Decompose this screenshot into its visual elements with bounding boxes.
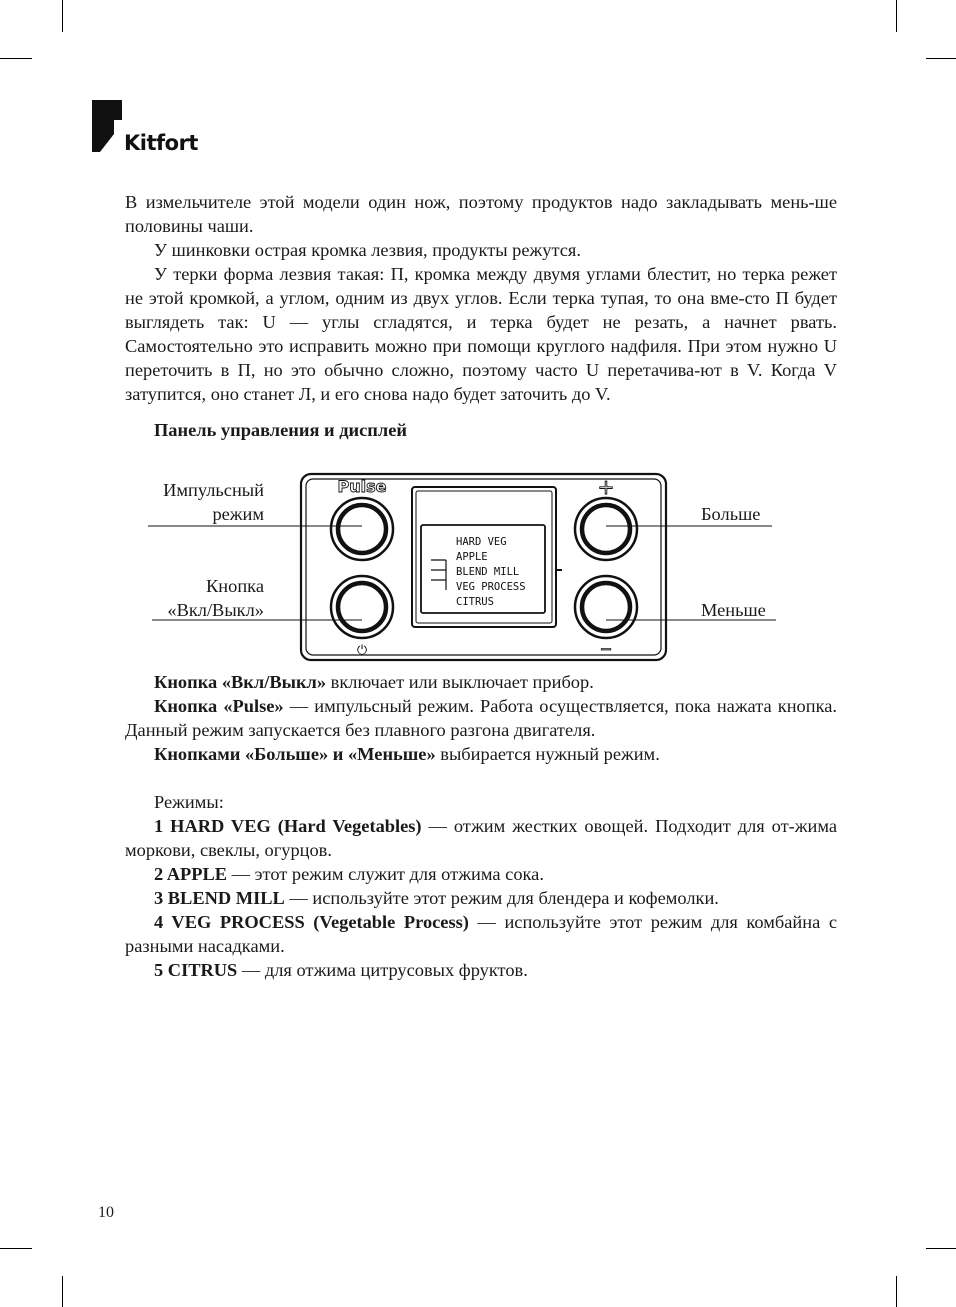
description-item: Кнопка «Вкл/Выкл» включает или выключает прибор. [154,672,594,692]
pulse-button [331,498,393,560]
display-mode-item: HARD VEG [456,536,507,548]
callout-more: Больше [701,504,761,524]
plus-button [575,498,637,560]
crop-mark [62,0,63,32]
mode-item: 5 CITRUS — для отжима цитрусовых фруктов. [154,960,528,980]
crop-mark [62,1276,63,1307]
mode-item: 2 APPLE — этот режим служит для отжима сока. [154,864,544,884]
crop-mark [896,0,897,32]
mode-item: 4 VEG PROCESS (Vegetable Process) — используйте этот режим для комбайна с разными насадками. [125,912,837,956]
display-mode-item: BLEND MILL [456,566,520,578]
paragraph: В измельчителе этой модели один нож, поэтому продуктов надо закладывать мень-ше половины чаши. [125,192,837,236]
crop-mark [926,1248,956,1249]
display-mode-item: VEG PROCESS [456,581,526,593]
mode-selector-bracket [431,560,446,590]
brand-name: Kitfort [124,131,198,155]
display-mode-item: APPLE [456,551,488,563]
minus-button [575,576,637,638]
power-button [331,576,393,638]
display-mode-item: CITRUS [456,596,494,608]
power-icon: ⏻ [356,643,368,658]
paragraph: У терки форма лезвия такая: П, кромка между двумя углами блестит, но терка режет не этой кромкой, а углом, одним из двух углов. Если терка тупая, то она вме-сто П будет выглядеть так: U — углы сгладятся, и терка будет не резать, а начнет рвать. Самостоятельно это исправить можно при помощи круглого надфиля. При этом нужно U переточить в П, но это обычно сложно, поэтому часто U перетачива-ют в V. Когда V затупится, оно станет Л, и его снова надо будет заточить до V. [125,264,837,404]
crop-mark [0,1248,32,1249]
mode-item: 1 HARD VEG (Hard Vegetables) — отжим жестких овощей. Подходит для от-жима моркови, свеклы, огурцов. [125,816,837,860]
buttons-description [125,670,837,766]
intro-text [125,190,837,406]
modes-heading: Режимы: [154,792,224,812]
crop-mark [0,58,32,59]
callout-power: Кнопка «Вкл/Выкл» [167,576,264,620]
callout-less: Меньше [701,600,766,620]
minus-icon: − [599,640,613,658]
pulse-label: Pulse [337,477,387,496]
kitfort-logo-icon [92,100,124,154]
description-item: Кнопками «Больше» и «Меньше» выбирается нужный режим. [154,744,660,764]
mode-item: 3 BLEND MILL — используйте этот режим для блендера и кофемолки. [154,888,719,908]
section-heading: Панель управления и дисплей [154,420,407,440]
crop-mark [926,58,956,59]
modes-section [125,790,837,982]
crop-mark [896,1276,897,1307]
callout-pulse: Импульсный режим [163,480,264,524]
plus-icon: + [597,475,615,499]
paragraph: У шинковки острая кромка лезвия, продукты режутся. [154,240,581,260]
description-item: Кнопка «Pulse» — импульсный режим. Работа осуществляется, пока нажата кнопка. Данный режим запускается без плавного разгона двигателя. [125,696,837,740]
page-number: 10 [98,1204,114,1221]
